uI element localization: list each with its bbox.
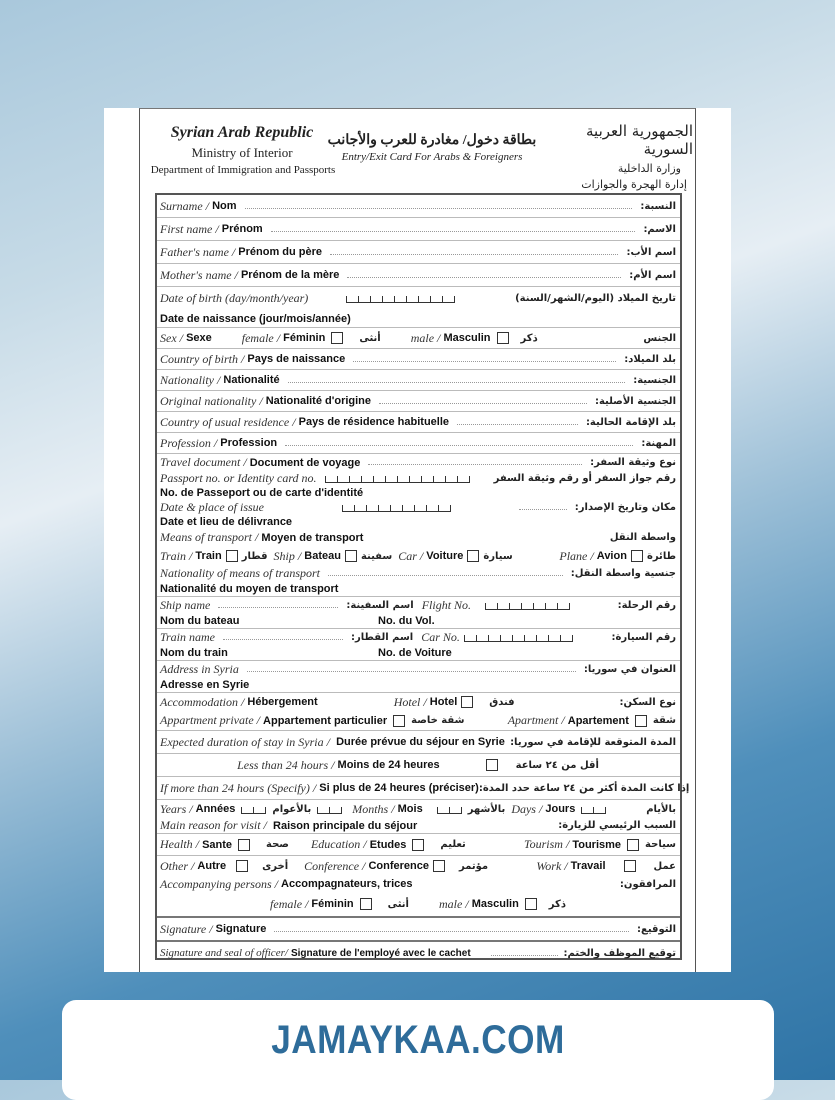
ship-flight-fr-row [157, 614, 680, 629]
transport-option-train [160, 549, 268, 564]
label-ar: بلد الميلاد: [624, 353, 676, 365]
option-label-en: Ship / [273, 548, 302, 563]
reason-options-row-1 [157, 834, 680, 856]
label-en: Sex / [160, 330, 183, 345]
years-label-en: Years / [160, 801, 193, 816]
ship-name-input[interactable] [218, 607, 338, 608]
form-header [104, 118, 731, 190]
apartment-label-ar: شقة [652, 715, 676, 726]
days-label-fr: Jours [545, 803, 576, 815]
months-input[interactable] [437, 805, 462, 814]
nationality-input[interactable] [288, 382, 626, 383]
female-label-ar: أنثى [359, 332, 381, 344]
sex-row [157, 328, 680, 349]
label-ar: جنسية واسطة النقل: [570, 568, 676, 579]
years-input[interactable] [241, 805, 266, 814]
officer-signature-row [157, 942, 680, 964]
residence-input[interactable] [457, 424, 578, 425]
duration-row [157, 731, 680, 754]
train-name-input[interactable] [223, 639, 343, 640]
option-label-ar: قطار [241, 550, 268, 562]
option-label-fr: Train [195, 550, 222, 562]
health-checkbox[interactable] [238, 839, 250, 851]
duration-units-row [157, 800, 680, 818]
original-nationality-input[interactable] [379, 403, 587, 404]
label-ar: توقيع الموظف والختم: [563, 947, 676, 959]
label-ar: السبب الرئيسي للزيارة: [558, 820, 676, 831]
label-ar: الجنسية: [633, 374, 676, 386]
address-row [157, 661, 680, 678]
plane-checkbox[interactable] [631, 550, 643, 562]
travel-document-row [157, 454, 680, 471]
work-label-en: Work / [536, 858, 568, 873]
issue-date-input[interactable] [342, 503, 451, 512]
label-fr: Sexe [186, 332, 212, 344]
label-ar: النسبة: [640, 200, 676, 212]
ship-label-ar: اسم السفينة: [346, 600, 414, 611]
label-en: Main reason for visit / [160, 818, 267, 832]
label-ar: العنوان في سوريا: [583, 664, 676, 675]
years-input-ar[interactable] [317, 805, 342, 814]
label-fr: Nationalité du moyen de transport [160, 582, 339, 595]
header-right [533, 122, 693, 191]
other-label-ar: أخرى [262, 860, 289, 872]
male-label-fr: Masculin [471, 898, 519, 910]
hotel-checkbox[interactable] [461, 696, 473, 708]
option-label-en: Train / [160, 548, 193, 563]
issue-fr-row [157, 515, 680, 529]
label-en: Country of birth / [160, 351, 245, 366]
female-label-fr: Féminin [311, 898, 354, 910]
car-number-input[interactable] [464, 633, 573, 642]
label-fr: Date et lieu de délivrance [160, 516, 293, 528]
train-car-fr-row [157, 646, 680, 661]
label-ar: رقم جواز السفر أو رقم وثيقة السفر [493, 473, 676, 484]
hotel-label-fr: Hotel [429, 696, 458, 708]
option-label-en: Car / [398, 548, 424, 563]
less-than-24h-checkbox[interactable] [486, 759, 498, 771]
education-label-ar: تعليم [440, 839, 466, 850]
transport-nationality-fr-row [157, 581, 680, 597]
first-name-row [157, 218, 680, 241]
country-of-birth-row [157, 349, 680, 370]
department-name-ar: إدارة الهجرة والجوازات [581, 178, 687, 191]
work-checkbox[interactable] [624, 860, 636, 872]
label-ar: التوقيع: [637, 923, 676, 935]
less-than-24h-row [157, 754, 680, 777]
label-en: Nationality / [160, 372, 221, 387]
accompanying-female-checkbox[interactable] [360, 898, 372, 910]
hotel-label-en: Hotel / [393, 694, 427, 709]
option-label-ar: سيارة [483, 550, 513, 562]
label-en: First name / [160, 221, 219, 236]
tourism-label-fr: Tourisme [572, 838, 622, 851]
female-label-ar: أنثى [387, 898, 409, 910]
option-label-fr: Bateau [304, 550, 341, 562]
flight-label-fr: No. du Vol. [378, 615, 435, 627]
label-fr: Hébergement [247, 696, 318, 708]
label-fr: Nom [212, 200, 237, 212]
accompanying-row [157, 876, 680, 892]
label-fr: Prénom du père [238, 246, 323, 258]
train-label-fr: Nom du train [160, 647, 228, 659]
label-en: Original nationality / [160, 393, 263, 408]
train-label-ar: اسم القطار: [351, 632, 414, 643]
label-ar: الجنس [643, 332, 676, 344]
male-label-en: male / [410, 330, 441, 345]
other-label-en: Other / [160, 858, 195, 873]
apartment-checkbox[interactable] [635, 715, 647, 727]
transport-option-ship [274, 549, 393, 564]
accommodation-row [157, 693, 680, 711]
label-fr: Accompagnateurs, trices [281, 878, 413, 890]
other-checkbox[interactable] [236, 860, 248, 872]
male-label-fr: Masculin [443, 332, 491, 344]
flight-label-en: Flight No. [421, 598, 472, 612]
label-ar: تاريخ الميلاد (اليوم/الشهر/السنة) [515, 293, 676, 304]
car-label-ar: رقم السيارة: [611, 632, 676, 643]
tourism-label-en: Tourism / [524, 837, 570, 851]
label-ar: نوع وثيقة السفر: [590, 457, 676, 468]
option-label-fr: Voiture [426, 550, 464, 562]
health-label-ar: صحة [266, 839, 289, 850]
country-of-birth-input[interactable] [353, 361, 616, 362]
label-ar: مكان وتاريخ الإصدار: [574, 502, 676, 513]
education-label-fr: Etudes [369, 838, 407, 851]
label-ar: واسطة النقل [609, 532, 676, 543]
profession-row [157, 433, 680, 454]
option-label-ar: سفينة [360, 550, 393, 562]
accompanying-sex-row [157, 892, 680, 918]
male-label-ar: ذكر [520, 332, 538, 344]
label-fr: Signature de l'employé avec le cachet [290, 947, 471, 959]
passport-number-input[interactable] [325, 474, 470, 483]
label-fr: Nationalité d'origine [265, 395, 372, 407]
label-en: Passport no. or Identity card no. [160, 471, 317, 485]
label-fr: Durée prévue du séjour en Syrie [336, 736, 505, 748]
site-banner [62, 1000, 774, 1100]
option-label-en: Plane / [559, 548, 594, 563]
signature-input[interactable] [274, 931, 629, 932]
transport-option-car [398, 549, 513, 564]
sex-female-checkbox[interactable] [331, 332, 343, 344]
label-fr: No. de Passeport ou de carte d'identité [160, 487, 364, 499]
accompanying-male-checkbox[interactable] [525, 898, 537, 910]
label-en: Profession / [160, 435, 218, 450]
ship-label-fr: Nom du bateau [160, 615, 240, 627]
dob-row [157, 287, 680, 310]
apartment-label-en: Apartment / [507, 713, 565, 727]
label-en: Nationality of means of transport [160, 566, 321, 580]
label-en: Surname / [160, 198, 209, 213]
label-ar: اسم الأم: [629, 269, 676, 281]
label-fr: Signature [215, 923, 267, 935]
label-fr: Prénom [221, 223, 263, 235]
surname-input[interactable] [245, 208, 633, 209]
tourism-checkbox[interactable] [627, 839, 639, 851]
label-fr: Document de voyage [249, 456, 361, 469]
ministry-name: Ministry of Interior [191, 145, 293, 160]
label-fr: Date de naissance (jour/mois/année) [160, 312, 351, 325]
label-en: Date of birth (day/month/year) [160, 291, 309, 305]
car-label-fr: No. de Voiture [378, 647, 452, 659]
site-logo-text[interactable]: JAMAYKAA.COM [271, 1018, 565, 1062]
label-en: Means of transport / [160, 530, 259, 544]
months-label-en: Months / [352, 801, 395, 816]
card-title-en: Entry/Exit Card For Arabs & Foreigners [341, 151, 523, 163]
more-label-fr: Si plus de 24 heures (préciser) [319, 782, 479, 794]
card-title-ar: بطاقة دخول/ مغادرة للعرب والأجانب [327, 133, 537, 148]
label-en: Accompanying persons / [160, 876, 278, 891]
first-name-input[interactable] [271, 231, 636, 232]
label-en: Date & place of issue [160, 500, 264, 514]
nationality-row [157, 370, 680, 391]
label-ar: المرافقون: [619, 878, 676, 890]
apartment-label-fr: Apartement [567, 714, 629, 727]
female-label-en: female / [270, 896, 309, 911]
male-label-ar: ذكر [548, 898, 566, 910]
label-ar: المدة المتوقعة للإقامة في سوريا: [510, 736, 676, 748]
profession-input[interactable] [285, 445, 633, 446]
signature-row [157, 918, 680, 942]
less-label-fr: Moins de 24 heures [337, 759, 440, 771]
passport-fr-row [157, 486, 680, 500]
private-label-en: Appartment private / [160, 713, 260, 727]
address-input[interactable] [247, 671, 576, 672]
less-label-ar: أقل من ٢٤ ساعة [515, 759, 599, 771]
flight-label-ar: رقم الرحلة: [617, 600, 676, 611]
health-label-en: Health / [160, 837, 199, 851]
header-center [322, 132, 542, 163]
ship-flight-row [157, 597, 680, 614]
apartment-row [157, 711, 680, 731]
flight-number-input[interactable] [485, 601, 570, 610]
female-label-fr: Féminin [283, 332, 326, 344]
mother-name-input[interactable] [347, 277, 621, 278]
work-label-fr: Travail [570, 860, 606, 872]
label-ar: بلد الإقامة الحالية: [585, 416, 676, 428]
country-name: Syrian Arab Republic [170, 124, 314, 141]
ship-checkbox[interactable] [345, 550, 357, 562]
label-en: Mother's name / [160, 267, 238, 282]
country-name-ar: الجمهورية العربية السورية [586, 122, 693, 158]
label-fr: Pays de naissance [247, 353, 346, 365]
label-en: Father's name / [160, 244, 236, 259]
label-en: Travel document / [160, 455, 247, 469]
months-label-ar: بالأشهر [467, 803, 506, 815]
transport-nationality-row [157, 566, 680, 581]
label-ar: المهنة: [641, 437, 676, 449]
sex-male-checkbox[interactable] [497, 332, 509, 344]
private-label-ar: شقة خاصة [411, 715, 465, 726]
address-fr-row [157, 678, 680, 693]
work-label-ar: عمل [653, 860, 676, 872]
dob-input[interactable] [346, 294, 455, 303]
label-en: Signature / [160, 921, 213, 936]
ministry-name-ar: وزارة الداخلية [617, 162, 681, 175]
less-label-en: Less than 24 hours / [237, 757, 335, 772]
label-fr: Profession [220, 437, 278, 449]
car-label-en: Car No. [421, 630, 460, 644]
ship-label-en: Ship name [160, 598, 211, 612]
label-fr: Adresse en Syrie [160, 679, 250, 691]
label-ar: الاسم: [643, 223, 676, 235]
years-label-ar: بالأعوام [272, 803, 312, 815]
conference-label-en: Conference / [304, 858, 366, 873]
label-en: Signature and seal of officer/ [160, 947, 288, 959]
tourism-label-ar: سياحة [645, 839, 676, 850]
other-label-fr: Autre [197, 860, 227, 872]
label-fr: Prénom de la mère [240, 269, 340, 281]
means-of-transport-row [157, 529, 680, 546]
officer-signature-input[interactable] [491, 955, 558, 956]
months-label-fr: Mois [397, 803, 423, 815]
option-label-fr: Avion [596, 550, 627, 562]
father-name-input[interactable] [330, 254, 618, 255]
female-label-en: female / [241, 330, 281, 345]
private-apartment-checkbox[interactable] [393, 715, 405, 727]
label-ar: الجنسية الأصلية: [594, 395, 676, 407]
issue-row [157, 500, 680, 515]
label-en: Country of usual residence / [160, 414, 296, 429]
more-label-en: If more than 24 hours (Specify) / [160, 780, 317, 795]
father-name-row [157, 241, 680, 264]
reason-options-row-2 [157, 856, 680, 876]
transport-options-row [157, 546, 680, 566]
header-left [150, 124, 336, 176]
label-fr: Nationalité [223, 374, 280, 386]
label-en: Address in Syria [160, 662, 239, 676]
issue-place-input[interactable] [519, 509, 567, 510]
department-name: Department of Immigration and Passports [150, 164, 336, 176]
transport-nationality-input[interactable] [328, 575, 563, 576]
mother-name-row [157, 264, 680, 287]
train-label-en: Train name [160, 630, 216, 644]
travel-document-input[interactable] [368, 464, 582, 465]
train-checkbox[interactable] [226, 550, 238, 562]
conference-checkbox[interactable] [433, 860, 445, 872]
more-than-24h-row [157, 777, 690, 800]
car-checkbox[interactable] [467, 550, 479, 562]
original-nationality-row [157, 391, 680, 412]
passport-row [157, 471, 680, 486]
male-label-en: male / [438, 896, 469, 911]
education-checkbox[interactable] [412, 839, 424, 851]
residence-row [157, 412, 680, 433]
days-label-ar: بالأيام [646, 803, 676, 815]
label-fr: Moyen de transport [261, 531, 364, 544]
more-label-ar: إذا كانت المدة أكثر من ٢٤ ساعة حدد المدة: [478, 782, 690, 794]
conference-label-ar: مؤتمر [458, 860, 489, 872]
label-en: Accommodation / [160, 694, 245, 709]
education-label-en: Education / [310, 837, 367, 851]
entry-exit-form [155, 193, 690, 960]
days-input[interactable] [581, 805, 606, 814]
label-ar: اسم الأب: [626, 246, 676, 258]
transport-option-plane [559, 549, 676, 564]
conference-label-fr: Conference [368, 860, 429, 872]
label-ar: نوع السكن: [619, 696, 676, 708]
reason-row [157, 818, 680, 834]
years-label-fr: Années [195, 803, 236, 815]
hotel-label-ar: فندق [489, 696, 515, 708]
option-label-ar: طائرة [646, 550, 676, 562]
private-label-fr: Appartement particulier [263, 714, 388, 727]
label-fr: Raison principale du séjour [273, 819, 418, 832]
label-fr: Pays de résidence habituelle [298, 416, 450, 428]
train-car-row [157, 629, 680, 646]
days-label-en: Days / [511, 801, 543, 816]
surname-row [157, 195, 680, 218]
health-label-fr: Sante [202, 838, 233, 851]
dob-fr-row [157, 310, 680, 328]
label-en: Expected duration of stay in Syria / [160, 734, 330, 749]
